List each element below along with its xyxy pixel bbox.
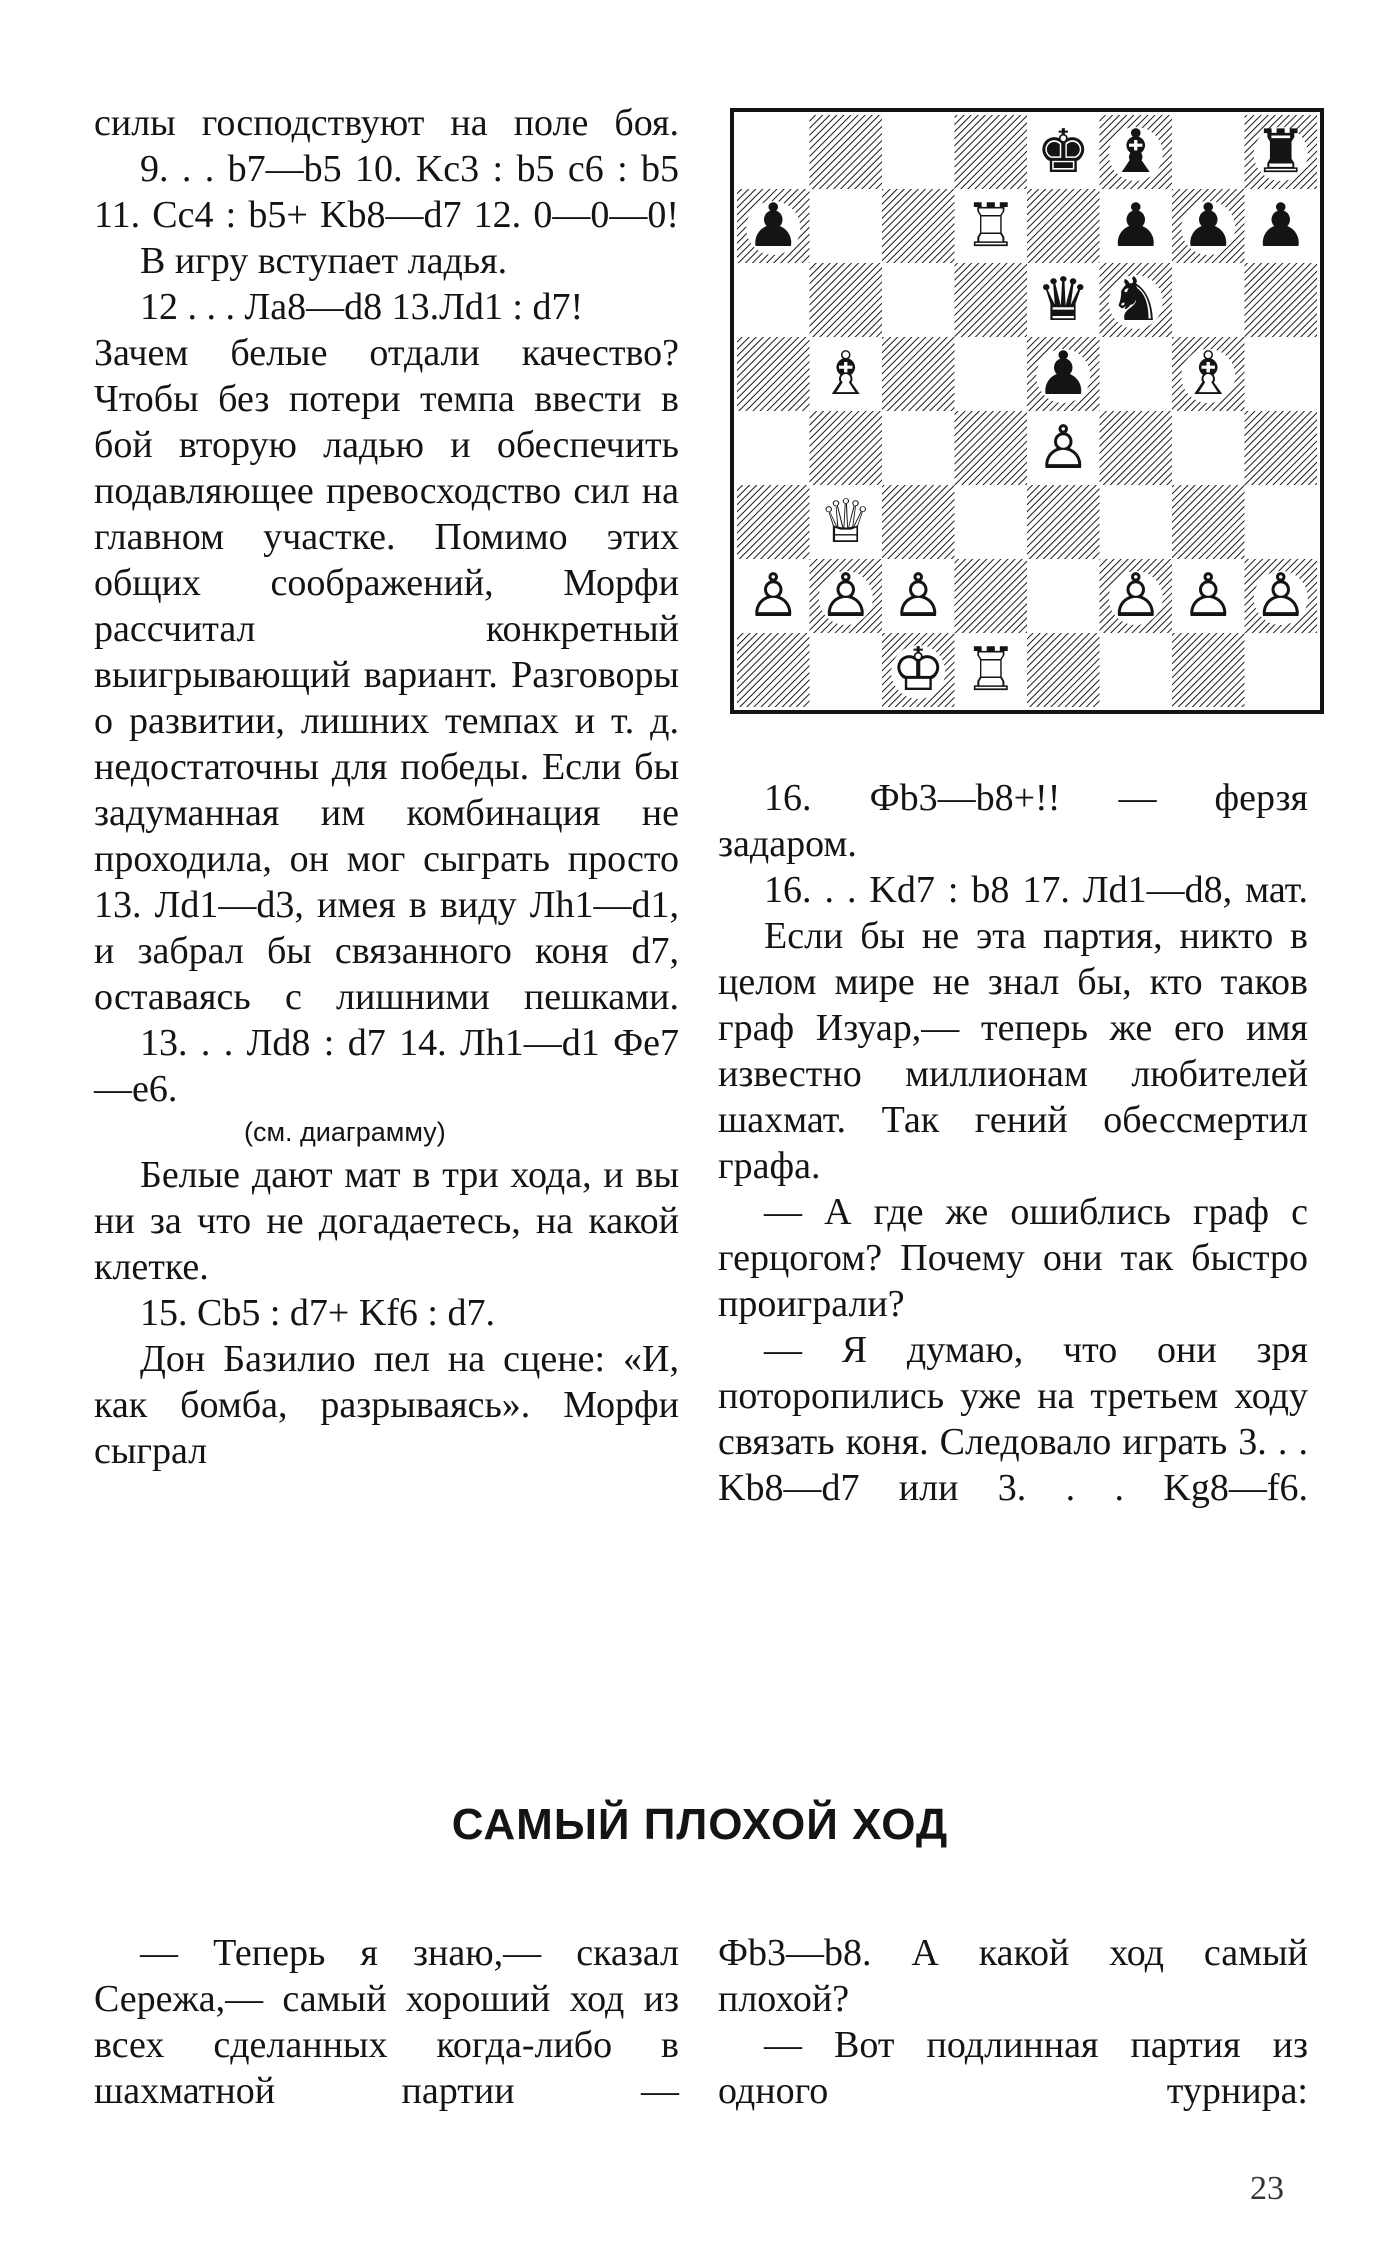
- black-rook-icon: ♜: [1253, 117, 1308, 187]
- light-square: [1172, 115, 1245, 189]
- dark-square: [737, 485, 810, 559]
- white-bishop-icon: ♗: [818, 339, 873, 409]
- dark-square: [955, 559, 1028, 633]
- dark-square: [1027, 633, 1100, 707]
- light-square: [737, 411, 810, 485]
- diagram-note: (см. диаграмму): [244, 1117, 446, 1147]
- white-pawn-icon: ♙: [1036, 413, 1091, 483]
- chess-board: [730, 108, 1324, 714]
- dark-square: [882, 337, 955, 411]
- light-square: [1100, 337, 1173, 411]
- black-pawn-icon: ♟: [746, 191, 801, 261]
- paragraph: Дон Базилио пел на сцене: «И, как бомба, разрываясь». Морфи сыграл: [94, 1338, 679, 1472]
- paragraph: — Теперь я знаю,— сказал Сережа,— самый хороший ход из всех сделанных когда-либо в шахматной партии —: [94, 1932, 679, 2112]
- paragraph: В игру вступает ладья.: [140, 240, 508, 282]
- white-pawn-icon: ♙: [818, 561, 873, 631]
- white-pawn-icon: ♙: [1108, 561, 1163, 631]
- move-notation: 9. . . b7—b5 10. Kc3 : b5 c6 : b5 11. Cc4 : b5+ Kb8—d7 12. 0—0—0!: [94, 148, 679, 236]
- black-pawn-icon: ♟: [1036, 339, 1091, 409]
- light-square: [737, 263, 810, 337]
- white-pawn-icon: ♙: [891, 561, 946, 631]
- dark-square: [1172, 633, 1245, 707]
- page-number: 23: [1250, 2170, 1284, 2207]
- light-square: [1172, 411, 1245, 485]
- dark-square: [737, 337, 810, 411]
- left-column: [94, 100, 679, 1474]
- black-pawn-icon: ♟: [1181, 191, 1236, 261]
- white-pawn-icon: ♙: [746, 561, 801, 631]
- section-heading: САМЫЙ ПЛОХОЙ ХОД: [451, 1800, 949, 1849]
- light-square: [882, 263, 955, 337]
- dark-square: [955, 263, 1028, 337]
- light-square: [1100, 485, 1173, 559]
- light-square: [1100, 633, 1173, 707]
- paragraph: — Вот подлинная партия из одного турнира:: [718, 2024, 1308, 2112]
- black-pawn-icon: ♟: [1108, 191, 1163, 261]
- paragraph: Фb3—b8. А какой ход самый плохой?: [718, 1932, 1308, 2020]
- dark-square: [810, 115, 883, 189]
- white-bishop-icon: ♗: [1181, 339, 1236, 409]
- move-notation: 12 . . . Лa8—d8 13.Лd1 : d7!: [140, 286, 584, 328]
- light-square: [810, 189, 883, 263]
- light-square: [882, 411, 955, 485]
- move-notation: 13. . . Лd8 : d7 14. Лh1—d1 Фe7—e6.: [94, 1022, 679, 1110]
- paragraph: Белые дают мат в три хода, и вы ни за что не догадаетесь, на какой клетке.: [94, 1154, 679, 1288]
- dark-square: [882, 485, 955, 559]
- right-column: [718, 775, 1308, 1511]
- black-bishop-icon: ♝: [1108, 117, 1163, 187]
- light-square: [1027, 559, 1100, 633]
- white-pawn-icon: ♙: [1253, 561, 1308, 631]
- paragraph: Если бы не эта партия, никто в целом мире не знал бы, кто таков граф Изуар,— теперь же его имя известно миллионам любителей шахмат. Так гений обессмертил графа.: [718, 915, 1308, 1187]
- section-right-column: [718, 1930, 1308, 2114]
- chess-diagram: [730, 108, 1324, 714]
- dark-square: [810, 411, 883, 485]
- light-square: [737, 115, 810, 189]
- paragraph: силы господствуют на поле боя.: [94, 102, 679, 144]
- light-square: [1245, 633, 1318, 707]
- light-square: [882, 115, 955, 189]
- dark-square: [1245, 411, 1318, 485]
- dark-square: [882, 189, 955, 263]
- dark-square: [955, 411, 1028, 485]
- black-knight-icon: ♞: [1108, 265, 1163, 335]
- light-square: [955, 485, 1028, 559]
- paragraph: — А где же ошиблись граф с герцогом? Почему они так быстро проиграли?: [718, 1191, 1308, 1325]
- dark-square: [955, 115, 1028, 189]
- section-left-column: [94, 1930, 679, 2114]
- dark-square: [1027, 189, 1100, 263]
- white-rook-icon: ♖: [963, 635, 1018, 705]
- dark-square: [1027, 485, 1100, 559]
- light-square: [810, 633, 883, 707]
- move-notation: 15. Cb5 : d7+ Kf6 : d7.: [140, 1292, 495, 1334]
- dark-square: [737, 633, 810, 707]
- dark-square: [1245, 263, 1318, 337]
- black-queen-icon: ♛: [1036, 265, 1091, 335]
- white-king-icon: ♔: [891, 635, 946, 705]
- white-rook-icon: ♖: [963, 191, 1018, 261]
- move-notation: 16. Фb3—b8+!! — ферзя задаром.: [718, 777, 1308, 865]
- paragraph: Зачем белые отдали качество? Чтобы без потери темпа ввести в бой вторую ладью и обеспечить подавляющее превосходство сил на главном участке. Помимо этих общих соображений, Морфи рассчитал конкретный выигрывающий вариант. Разговоры о развитии, лишних темпах и т. д. недостаточны для победы. Если бы задуманная им комбинация не проходила, он мог сыграть просто 13. Лd1—d3, имея в виду Лh1—d1, и забрал бы связанного коня d7, оставаясь с лишними пешками.: [94, 332, 679, 1018]
- white-queen-icon: ♕: [818, 487, 873, 557]
- black-king-icon: ♚: [1036, 117, 1091, 187]
- white-pawn-icon: ♙: [1181, 561, 1236, 631]
- paragraph: — Я думаю, что они зря поторопились уже на третьем ходу связать коня. Следовало играть 3. . . Kb8—d7 или 3. . . Kg8—f6.: [718, 1329, 1308, 1509]
- move-notation: 16. . . Kd7 : b8 17. Лd1—d8, мат.: [764, 869, 1308, 911]
- light-square: [1245, 485, 1318, 559]
- dark-square: [1172, 485, 1245, 559]
- dark-square: [810, 263, 883, 337]
- light-square: [1245, 337, 1318, 411]
- black-pawn-icon: ♟: [1253, 191, 1308, 261]
- light-square: [1172, 263, 1245, 337]
- dark-square: [1100, 411, 1173, 485]
- light-square: [955, 337, 1028, 411]
